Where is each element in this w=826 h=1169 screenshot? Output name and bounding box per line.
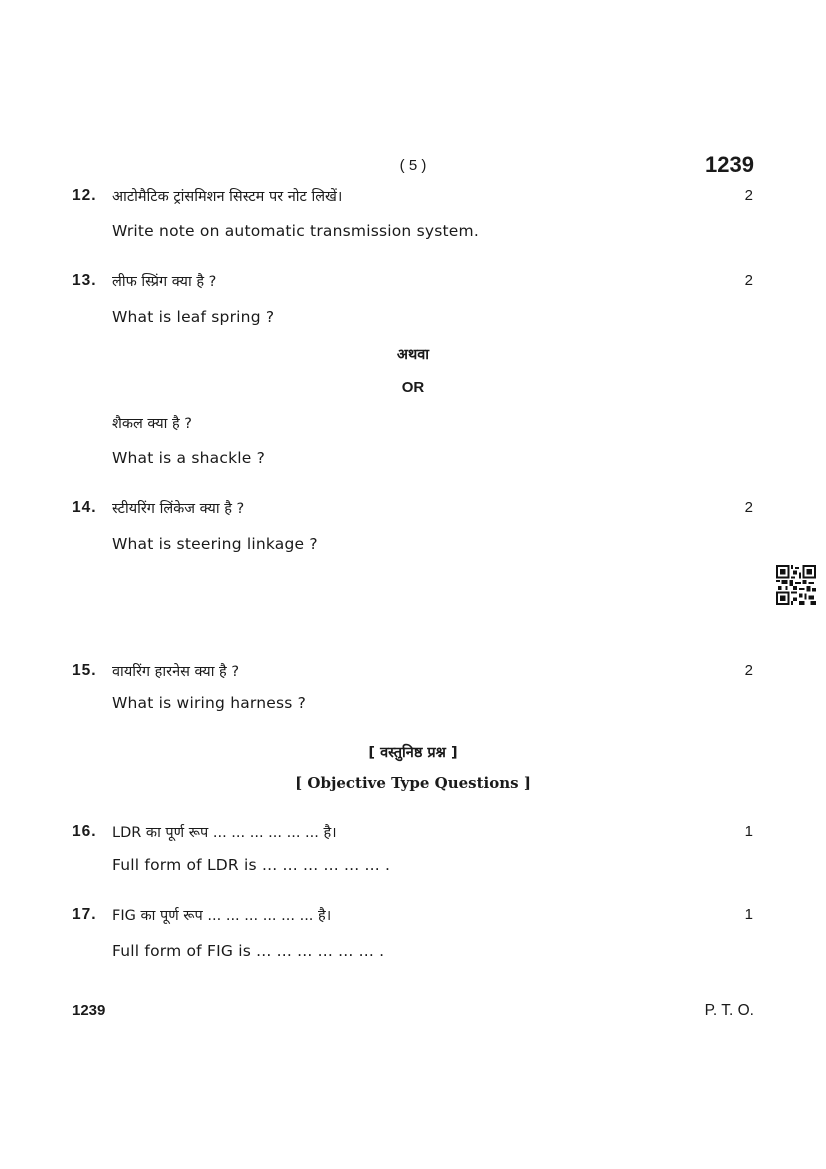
question-text-hindi: FIG का पूर्ण रूप ... ... ... ... ... ... है। xyxy=(112,908,332,924)
pto-label: P. T. O. xyxy=(704,1002,754,1019)
or-english: OR xyxy=(401,379,425,396)
question-text-english: What is leaf spring ? xyxy=(112,308,275,326)
question-text-hindi: लीफ स्प्रिंग क्या है ? xyxy=(112,274,217,290)
question-marks: 2 xyxy=(744,662,753,679)
alternative-question-hindi: शैकल क्या है ? xyxy=(112,416,192,432)
question-text-english: Write note on automatic transmission system. xyxy=(112,222,479,240)
paper-code-footer: 1239 xyxy=(72,1002,106,1019)
question-marks: 2 xyxy=(744,272,753,289)
section-heading-english: [ Objective Type Questions ] xyxy=(295,774,531,792)
question-text-english: What is steering linkage ? xyxy=(112,535,318,553)
question-text-hindi: LDR का पूर्ण रूप ... ... ... ... ... ... है। xyxy=(112,825,337,841)
question-text-english: Full form of FIG is ... ... ... ... ... ... . xyxy=(112,942,385,960)
question-number: 12. xyxy=(72,187,97,204)
question-text-english: What is wiring harness ? xyxy=(112,694,307,712)
question-text-hindi: आटोमैटिक ट्रांसमिशन सिस्टम पर नोट लिखें। xyxy=(112,189,343,205)
question-marks: 1 xyxy=(744,906,753,923)
question-number: 16. xyxy=(72,823,97,840)
question-marks: 1 xyxy=(744,823,753,840)
question-text-hindi: वायरिंग हारनेस क्या है ? xyxy=(112,664,240,680)
question-number: 15. xyxy=(72,662,97,679)
question-text-hindi: स्टीयरिंग लिंकेज क्या है ? xyxy=(112,501,245,517)
page-number: ( 5 ) xyxy=(399,157,427,174)
alternative-question-english: What is a shackle ? xyxy=(112,449,266,467)
question-marks: 2 xyxy=(744,187,753,204)
question-text-english: Full form of LDR is ... ... ... ... ... ... . xyxy=(112,856,391,874)
question-number: 17. xyxy=(72,906,97,923)
paper-code-header: 1239 xyxy=(705,152,754,177)
or-hindi: अथवा xyxy=(396,347,430,363)
qr-code xyxy=(776,565,816,605)
question-marks: 2 xyxy=(744,499,753,516)
section-heading-hindi: [ वस्तुनिष्ठ प्रश्न ] xyxy=(368,745,458,761)
question-number: 13. xyxy=(72,272,97,289)
question-number: 14. xyxy=(72,499,97,516)
